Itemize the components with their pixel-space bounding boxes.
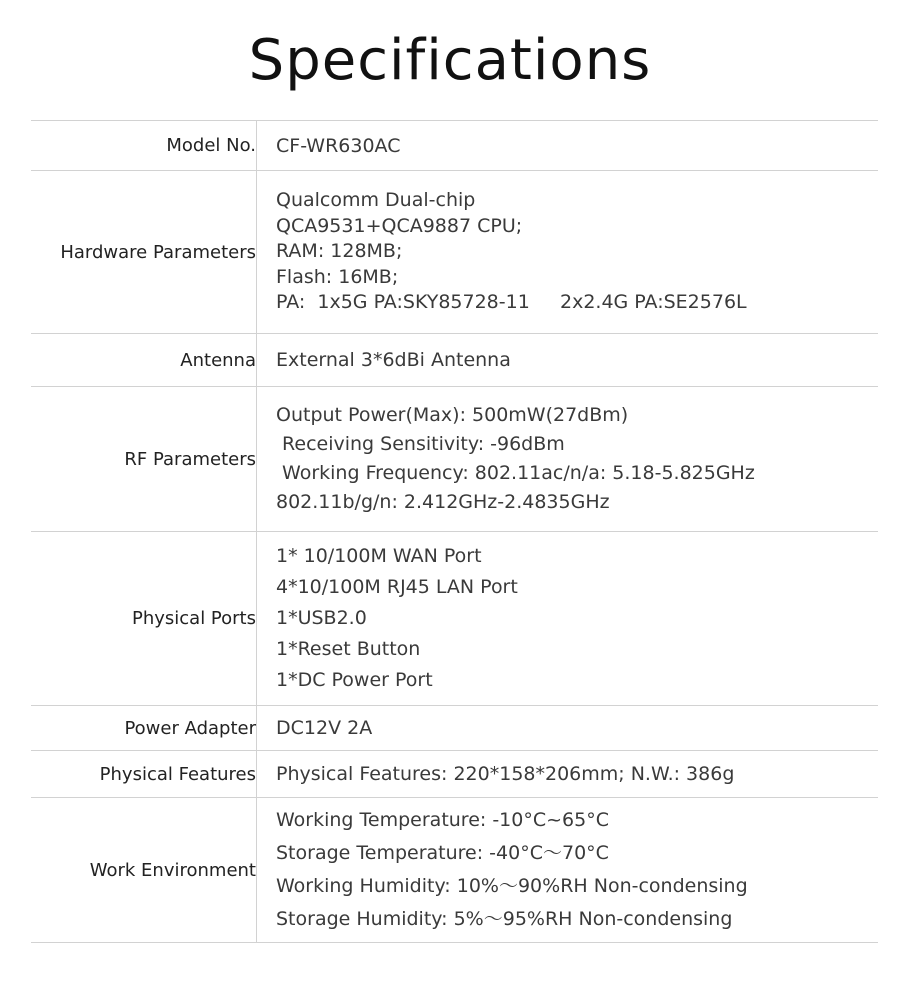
spec-value-line: 1* 10/100M WAN Port <box>276 545 482 567</box>
spec-label <box>31 387 257 531</box>
spec-label <box>31 334 257 386</box>
spec-label-text: Power Adapter <box>124 717 256 739</box>
spec-row-power <box>31 706 878 751</box>
spec-value-line: 1*Reset Button <box>276 638 421 660</box>
spec-label-text: Antenna <box>180 349 256 371</box>
spec-label-text: Physical Features <box>99 763 256 785</box>
spec-value <box>257 751 878 797</box>
spec-value-line: DC12V 2A <box>276 717 373 739</box>
spec-value-line: PA: 1x5G PA:SKY85728-11 2x2.4G PA:SE2576L <box>276 291 747 314</box>
spec-value-line: Qualcomm Dual-chip <box>276 189 476 212</box>
spec-value-line: Physical Features: 220*158*206mm; N.W.: 386g <box>276 763 735 785</box>
spec-value-line: Working Temperature: -10°C~65°C <box>276 809 609 831</box>
spec-value <box>257 121 878 170</box>
spec-label <box>31 532 257 705</box>
spec-row-features <box>31 751 878 798</box>
spec-label-text: Hardware Parameters <box>60 241 256 263</box>
spec-value-line: QCA9531+QCA9887 CPU; <box>276 214 523 237</box>
spec-value-line: Working Frequency: 802.11ac/n/a: 5.18-5.825GHz <box>276 462 755 484</box>
spec-row-hardware <box>31 171 878 334</box>
spec-row-environment <box>31 798 878 943</box>
spec-value <box>257 532 878 705</box>
spec-value-line: 4*10/100M RJ45 LAN Port <box>276 576 518 598</box>
spec-label <box>31 706 257 750</box>
spec-value-line: Output Power(Max): 500mW(27dBm) <box>276 404 629 426</box>
spec-row-rf <box>31 387 878 532</box>
spec-value-line: 802.11b/g/n: 2.412GHz-2.4835GHz <box>276 491 610 513</box>
spec-value-line: Storage Humidity: 5%～95%RH Non-condensing <box>276 908 733 930</box>
spec-label <box>31 751 257 797</box>
spec-value-line: Working Humidity: 10%～90%RH Non-condensing <box>276 875 748 897</box>
spec-value <box>257 334 878 386</box>
spec-value-line: Storage Temperature: -40°C～70°C <box>276 842 609 864</box>
spec-label <box>31 798 257 942</box>
spec-value-line: RAM: 128MB; <box>276 240 403 263</box>
spec-value <box>257 706 878 750</box>
spec-label-text: Physical Ports <box>131 608 256 629</box>
spec-value <box>257 171 878 333</box>
spec-value <box>257 798 878 942</box>
spec-row-antenna <box>31 334 878 387</box>
spec-value-line: CF-WR630AC <box>276 134 401 157</box>
spec-label <box>31 121 257 170</box>
spec-value-line: Flash: 16MB; <box>276 265 399 288</box>
spec-value-line: Receiving Sensitivity: -96dBm <box>276 433 565 455</box>
page-title: Specifications <box>248 28 652 93</box>
spec-label-text: RF Parameters <box>124 448 256 470</box>
spec-value-line: 1*USB2.0 <box>276 607 367 629</box>
spec-table <box>31 120 878 943</box>
spec-value-line: 1*DC Power Port <box>276 669 433 691</box>
spec-row-model <box>31 121 878 171</box>
spec-label <box>31 171 257 333</box>
spec-value-line: External 3*6dBi Antenna <box>276 349 511 371</box>
spec-value <box>257 387 878 531</box>
spec-label-text: Work Environment <box>89 859 256 881</box>
spec-label-text: Model No. <box>166 135 256 156</box>
spec-row-ports <box>31 532 878 706</box>
